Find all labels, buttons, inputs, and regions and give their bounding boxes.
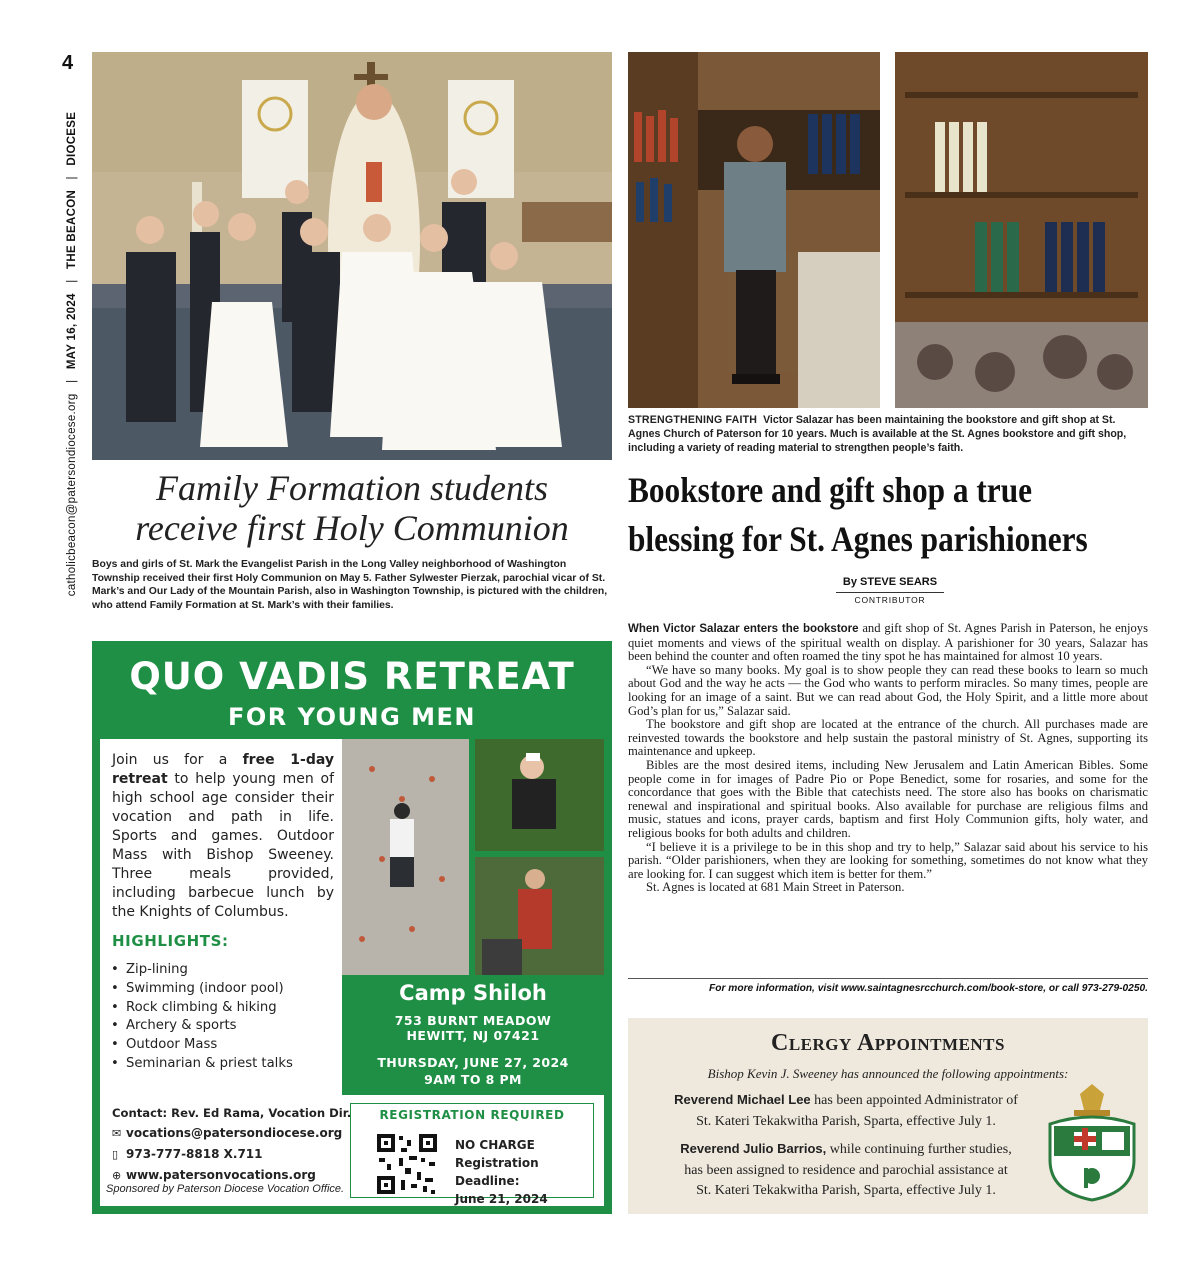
more-info-line: For more information, visit www.saintagnesrcchurch.com/book-store, or call 973-279-0250. xyxy=(709,983,1148,994)
globe-icon: ⊕ xyxy=(112,1169,122,1182)
appointment-1 xyxy=(646,1090,1046,1132)
highlight-item: • Swimming (indoor pool) xyxy=(126,980,293,999)
contact-email[interactable]: vocations@patersondiocese.org xyxy=(126,1126,343,1140)
highlight-item: • Rock climbing & hiking xyxy=(126,999,293,1018)
ad-body-text: Join us for a xyxy=(112,752,243,768)
page-number: 4 xyxy=(62,52,74,74)
article-paragraph xyxy=(628,622,1148,664)
article-paragraph-text: and gift shop of St. Agnes Parish in Paterson, he enjoys quiet moments and views of the spiritual wealth on display. A parishioner for 30 years, Salazar has been behind the counter and often roamed the tiny spot he has maintained for almost 10 years. xyxy=(628,621,1148,664)
appointee-name: Reverend Julio Barrios, xyxy=(680,1141,827,1156)
byline-role: CONTRIBUTOR xyxy=(854,595,926,605)
bookstore-headline-line2: blessing for St. Agnes parishioners xyxy=(628,519,1088,560)
highlight-item: • Outdoor Mass xyxy=(126,1036,293,1055)
running-head-text xyxy=(66,84,78,624)
article-paragraph: The bookstore and gift shop are located at the entrance of the church. All purchases made are reinvested towards the bookstore and help sustain the pastoral ministry of St. Agnes, supporting its maintenance and upkeep. xyxy=(628,717,1148,759)
venue-address2: HEWITT, NJ 07421 xyxy=(406,1028,540,1043)
registration-box xyxy=(350,1103,594,1206)
appointment-line: St. Kateri Tekakwitha Parish, Sparta, effective July 1. xyxy=(696,1183,996,1198)
communion-caption: Boys and girls of St. Mark the Evangelist Parish in the Long Valley neighborhood of Washington Township received their first Holy Communion on May 5. Father Sylwester Pierzak, parochial vicar of St. Mark’s and Our Lady of the Mountain Parish, also in Washington Township, is pictured with the children, who attend Family Formation at St. Mark’s with their families. xyxy=(92,559,608,612)
envelope-icon: ✉ xyxy=(112,1127,122,1140)
contact-phone-row[interactable] xyxy=(112,1144,352,1165)
event-time: 9AM TO 8 PM xyxy=(424,1072,522,1087)
communion-headline-line2: receive first Holy Communion xyxy=(135,508,569,549)
contact-email-row[interactable] xyxy=(112,1123,352,1144)
appointment-2 xyxy=(646,1139,1046,1202)
ad-contact-panel xyxy=(100,1095,604,1206)
bookstore-headline-line1: Bookstore and gift shop a true xyxy=(628,470,1033,510)
ad-description xyxy=(112,751,334,922)
caption-text: Victor Salazar has been maintaining the bookstore and gift shop at St. Agnes Church of Paterson for 10 years. Much is available at the St. Agnes bookstore and gift shop, including a variety of reading material to strengthen people’s faith. xyxy=(628,414,1127,454)
bookstore-headline xyxy=(628,466,1152,565)
appointment-line xyxy=(646,1139,1046,1161)
article-paragraph: Bibles are the most desired items, including New Jerusalem and Latin American Bibles. Some people come in for images of Padre Pio or Pope Benedict, some for rosaries, and some for the concordance that goes with the Bible that catechists need. The store also has books on charismatic renewal and inspirational and spiritual books. Also available for purchase are religious films and music, statues and icons, prayer cards, baptism and first Holy Communion gifts, holy water, and religious books for both adults and children. xyxy=(628,757,1148,840)
bookstore-salazar-photo xyxy=(628,52,880,408)
venue-name: Camp Shiloh xyxy=(399,981,547,1005)
ad-body-text: to help young men of high school age consider their vocation and path in life. Sports and games. Outdoor Mass with Bishop Sweeney. Three meals provided, including barbecue lunch by the Knights of Columbus. xyxy=(112,771,334,920)
registration-details xyxy=(455,1136,593,1208)
byline-rule xyxy=(836,592,944,593)
bookstore-photo-illustration xyxy=(628,52,880,408)
bookstore-shelves-photo xyxy=(895,52,1148,408)
caption-kicker: STRENGTHENING FAITH xyxy=(628,414,758,426)
venue-address1: 753 BURNT MEADOW xyxy=(394,1013,552,1028)
contact-phone[interactable]: 973-777-8818 X.711 xyxy=(126,1147,263,1161)
communion-headline xyxy=(96,468,608,549)
bookstore-photo-caption xyxy=(628,414,1150,455)
appointee-name: Reverend Michael Lee xyxy=(674,1092,811,1107)
highlights-heading: HIGHLIGHTS: xyxy=(112,932,229,950)
appointment-line xyxy=(646,1090,1046,1112)
highlight-item: • Zip-lining xyxy=(126,961,293,980)
ad-venue-block xyxy=(342,981,604,1087)
no-charge: NO CHARGE xyxy=(455,1138,535,1152)
highlights-list xyxy=(126,961,293,1074)
sponsor-line: Sponsored by Paterson Diocese Vocation Office. xyxy=(106,1183,345,1195)
running-head-paper: THE BEACON xyxy=(66,189,78,269)
article-paragraph: “We have so many books. My goal is to show people they can read these books to learn so much about God and the way he acts — the God who wants to perform miracles. So many times, people are looking for an image of a saint. But we can read about God, the Holy Spirit, and a little more about God’s plan for us,” Salazar said. xyxy=(628,662,1148,718)
ad-photos xyxy=(342,739,604,975)
quo-vadis-ad xyxy=(92,641,612,1214)
running-head-section: DIOCESE xyxy=(66,111,78,166)
byline: By STEVE SEARS xyxy=(842,576,938,588)
running-head-separator: | xyxy=(66,379,78,383)
highlight-item: • Seminarian & priest talks xyxy=(126,1055,293,1074)
ad-body-bold: retreat xyxy=(112,771,168,787)
communion-photo-illustration xyxy=(92,52,612,460)
running-head-separator: | xyxy=(66,279,78,283)
contact-label: Contact: Rev. Ed Rama, Vocation Dir. xyxy=(112,1106,352,1120)
deadline-date: June 21, 2024 xyxy=(455,1192,548,1206)
qr-code-icon[interactable] xyxy=(375,1132,439,1196)
article-paragraph: “I believe it is a privilege to be in this shop and try to help,” Salazar said about his service to his parish. “Older parishioners, when they are looking for something, sometimes do not know what they are looking for. I can suggest which item is better for them.” xyxy=(628,839,1148,881)
contact-block xyxy=(112,1103,352,1186)
ad-subtitle: FOR YOUNG MEN xyxy=(227,703,477,731)
ad-details-panel xyxy=(100,739,342,1095)
clergy-intro: Bishop Kevin J. Sweeney has announced the following appointments: xyxy=(707,1066,1069,1081)
event-date: THURSDAY, JUNE 27, 2024 xyxy=(377,1055,569,1070)
phone-icon: ▯ xyxy=(112,1148,119,1161)
article-rule xyxy=(628,978,1148,979)
bookstore-article xyxy=(628,622,1148,895)
clergy-title: Clergy Appointments xyxy=(771,1030,1005,1056)
shelves-photo-illustration xyxy=(895,52,1148,408)
running-head-website: catholicbeacon@patersondiocese.org xyxy=(66,393,78,597)
article-paragraph: St. Agnes is located at 681 Main Street in Paterson. xyxy=(646,880,905,895)
ad-title: QUO VADIS RETREAT xyxy=(129,655,575,698)
clergy-appointments-box xyxy=(628,1018,1148,1214)
highlight-item: • Archery & sports xyxy=(126,1017,293,1036)
running-head xyxy=(52,48,88,608)
registration-heading: REGISTRATION REQUIRED xyxy=(379,1108,565,1122)
ad-body-bold: free 1-day xyxy=(242,752,335,768)
appointment-line: has been assigned to residence and parochial assistance at xyxy=(684,1162,1008,1178)
deadline-label: Registration Deadline: xyxy=(455,1156,539,1188)
ad-photo-collage xyxy=(342,739,604,975)
appointment-text: while continuing further studies, xyxy=(826,1142,1012,1157)
article-lead-in: When Victor Salazar enters the bookstore xyxy=(628,623,859,635)
running-head-separator: | xyxy=(66,176,78,180)
contact-website[interactable]: www.patersonvocations.org xyxy=(126,1168,316,1182)
diocese-crest-icon xyxy=(1044,1080,1140,1204)
communion-group-photo xyxy=(92,52,612,460)
running-head-date: MAY 16, 2024 xyxy=(66,293,78,370)
communion-headline-line1: Family Formation students xyxy=(156,468,548,508)
appointment-text: has been appointed Administrator of xyxy=(810,1093,1018,1108)
appointment-line: St. Kateri Tekakwitha Parish, Sparta, effective July 1. xyxy=(696,1113,996,1129)
